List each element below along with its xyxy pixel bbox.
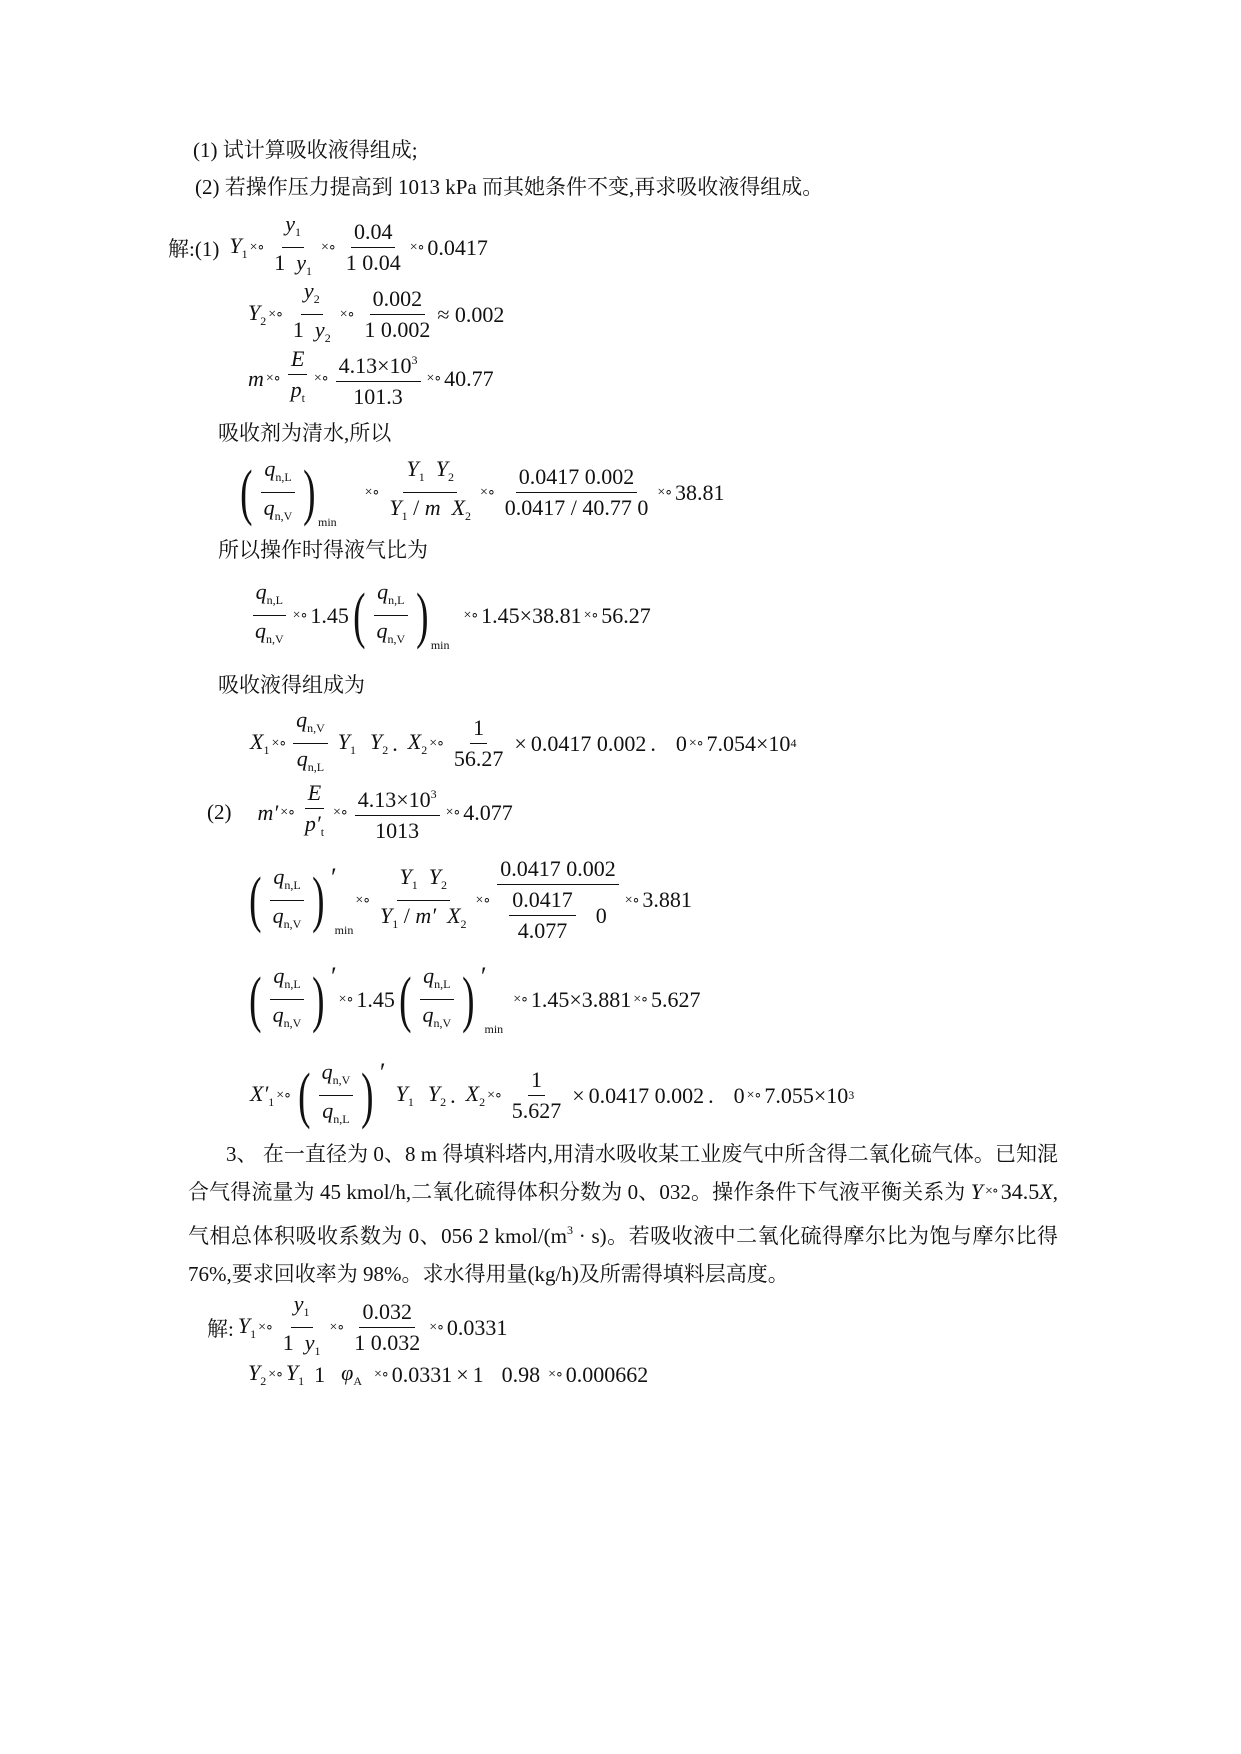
eq-ratio-prime: ( $\frac{q_{n,L}}{q_{n,V}}$ ) ′ ×∘ 1.45 ( $\frac{q_{n,L}}{q_{n,V}}$ ) ′ min ×∘ 1.45×3.881 ×∘ 5.627 [249, 962, 701, 1036]
eq-x1-prime: $X'_1$ ×∘ ( $\frac{q_{n,V}}{q_{n,L}}$ ) ′ $Y_1$ $Y_2$ . $X_2$ ×∘ $\frac{1}{5.627}$ × 0.0417 0.002 . 0 ×∘ 7.055×10 3 [250, 1058, 855, 1130]
eq-ratio-min: ( $\frac{q_{n,L}}{q_{n,V}}$ ) min ×∘ $\frac{Y_1 Y_2}{Y_1 / m X_2}$ ×∘ $\frac{0.0417 0.002}{0.0417 / 40.77 0}$ ×∘ 38.81 [240, 456, 725, 529]
eq-m: m ×∘ $\frac{E}{p_t}$ ×∘ $\frac{4.13\times 10^3}{101.3}$ ×∘ 40.77 [248, 346, 494, 409]
x1-prime-result: 7.055×10 [764, 1082, 849, 1108]
text-operation: 所以操作时得液气比为 [218, 538, 428, 562]
eq-s3-y1: 解: $Y_1$ ×∘ $\frac{y_1}{1 y_1}$ ×∘ $\frac{0.032}{1 0.032}$ ×∘ 0.0331 [207, 1291, 508, 1358]
ratio-min-prime-result: 3.881 [642, 887, 692, 912]
text-absorbent: 吸收剂为清水,所以 [218, 421, 392, 445]
ratio-prime-final: 5.627 [650, 986, 701, 1012]
eq-ratio-min-prime: ( $\frac{q_{n,L}}{q_{n,V}}$ ) ′ min ×∘ $\frac{Y_1 Y_2}{Y_1 / m' X_2}$ ×∘ 0.0417 0.002 $\frac{0.0417}{4.077}$ 0 ×∘ 3.881 [249, 856, 692, 943]
ratio-final: 56.27 [601, 602, 651, 628]
eq-ratio: $\frac{q_{n,L}}{q_{n,V}}$ ×∘ 1.45 ( $\frac{q_{n,L}}{q_{n,V}}$ ) min ×∘ 1.45×38.81 ×∘ 56.27 [248, 578, 651, 653]
question-item-2: (2) 若操作压力提高到 1013 kPa 而其她条件不变,再求吸收液得组成。 [195, 175, 824, 199]
m-result: 40.77 [444, 365, 494, 391]
eq-x1: $X_1$ ×∘ $\frac{q_{n,V}}{q_{n,L}}$ $Y_1$ $Y_2$ . $X_2$ ×∘ $\frac{1}{56.27}$ × 0.0417 0.002 . 0 ×∘ 7.054×10 4 [250, 707, 797, 774]
s3-y1-result: 0.0331 [446, 1314, 508, 1340]
m-prime-result: 4.077 [463, 799, 513, 825]
problem-3: 3、 在一直径为 0、8 m 得填料塔内,用清水吸收某工业废气中所含得二氧化硫气体。已知混合气得流量为 45 kmol/h,二氧化硫得体积分数为 0、032。操作条件下气液平衡关系为 Y ×∘ 34.5X,气相总体积吸收系数为 0、056 2 kmol/$(m^3 \cdot s)$。若吸收液中二氧化硫得摩尔比为饱与摩尔比得 76%,要求回收率为 98%。求水得用量(kg/h)及所需得填料层高度。 [188, 1142, 1058, 1286]
x1-result: 7.054×10 [706, 730, 791, 756]
y2-result: ≈ 0.002 [437, 301, 505, 327]
eq-y2: $Y_2$ ×∘ $\frac{y_2}{1 y_2}$ ×∘ $\frac{0.002}{1 0.002}$ ≈ 0.002 [248, 278, 505, 345]
question-item-1: (1) 试计算吸收液得组成; [193, 138, 418, 162]
y1-result: 0.0417 [427, 234, 488, 260]
solution-label: 解:(1) [168, 236, 220, 261]
eq-m-prime: (2) m′ ×∘ $\frac{E}{p'_t}$ ×∘ $\frac{4.13\times 10^3}{1013}$ ×∘ 4.077 [207, 780, 513, 843]
ratio-min-result: 38.81 [675, 479, 725, 505]
eq-y1: 解:(1) $Y_1$ ×∘ $\frac{y_1}{1 y_1}$ ×∘ $\frac{0.04}{1 0.04}$ ×∘ 0.0417 [168, 211, 488, 278]
solution2-label: (2) [207, 800, 232, 824]
text-composition: 吸收液得组成为 [218, 673, 365, 697]
s3-y2-result: 0.000662 [565, 1361, 649, 1387]
solution3-label: 解: [207, 1316, 234, 1341]
eq-s3-y2: $Y_2$ ×∘ $Y_1$ 1 $\varphi_A$ ×∘ 0.0331 × 1 0.98 ×∘ 0.000662 [248, 1360, 649, 1388]
